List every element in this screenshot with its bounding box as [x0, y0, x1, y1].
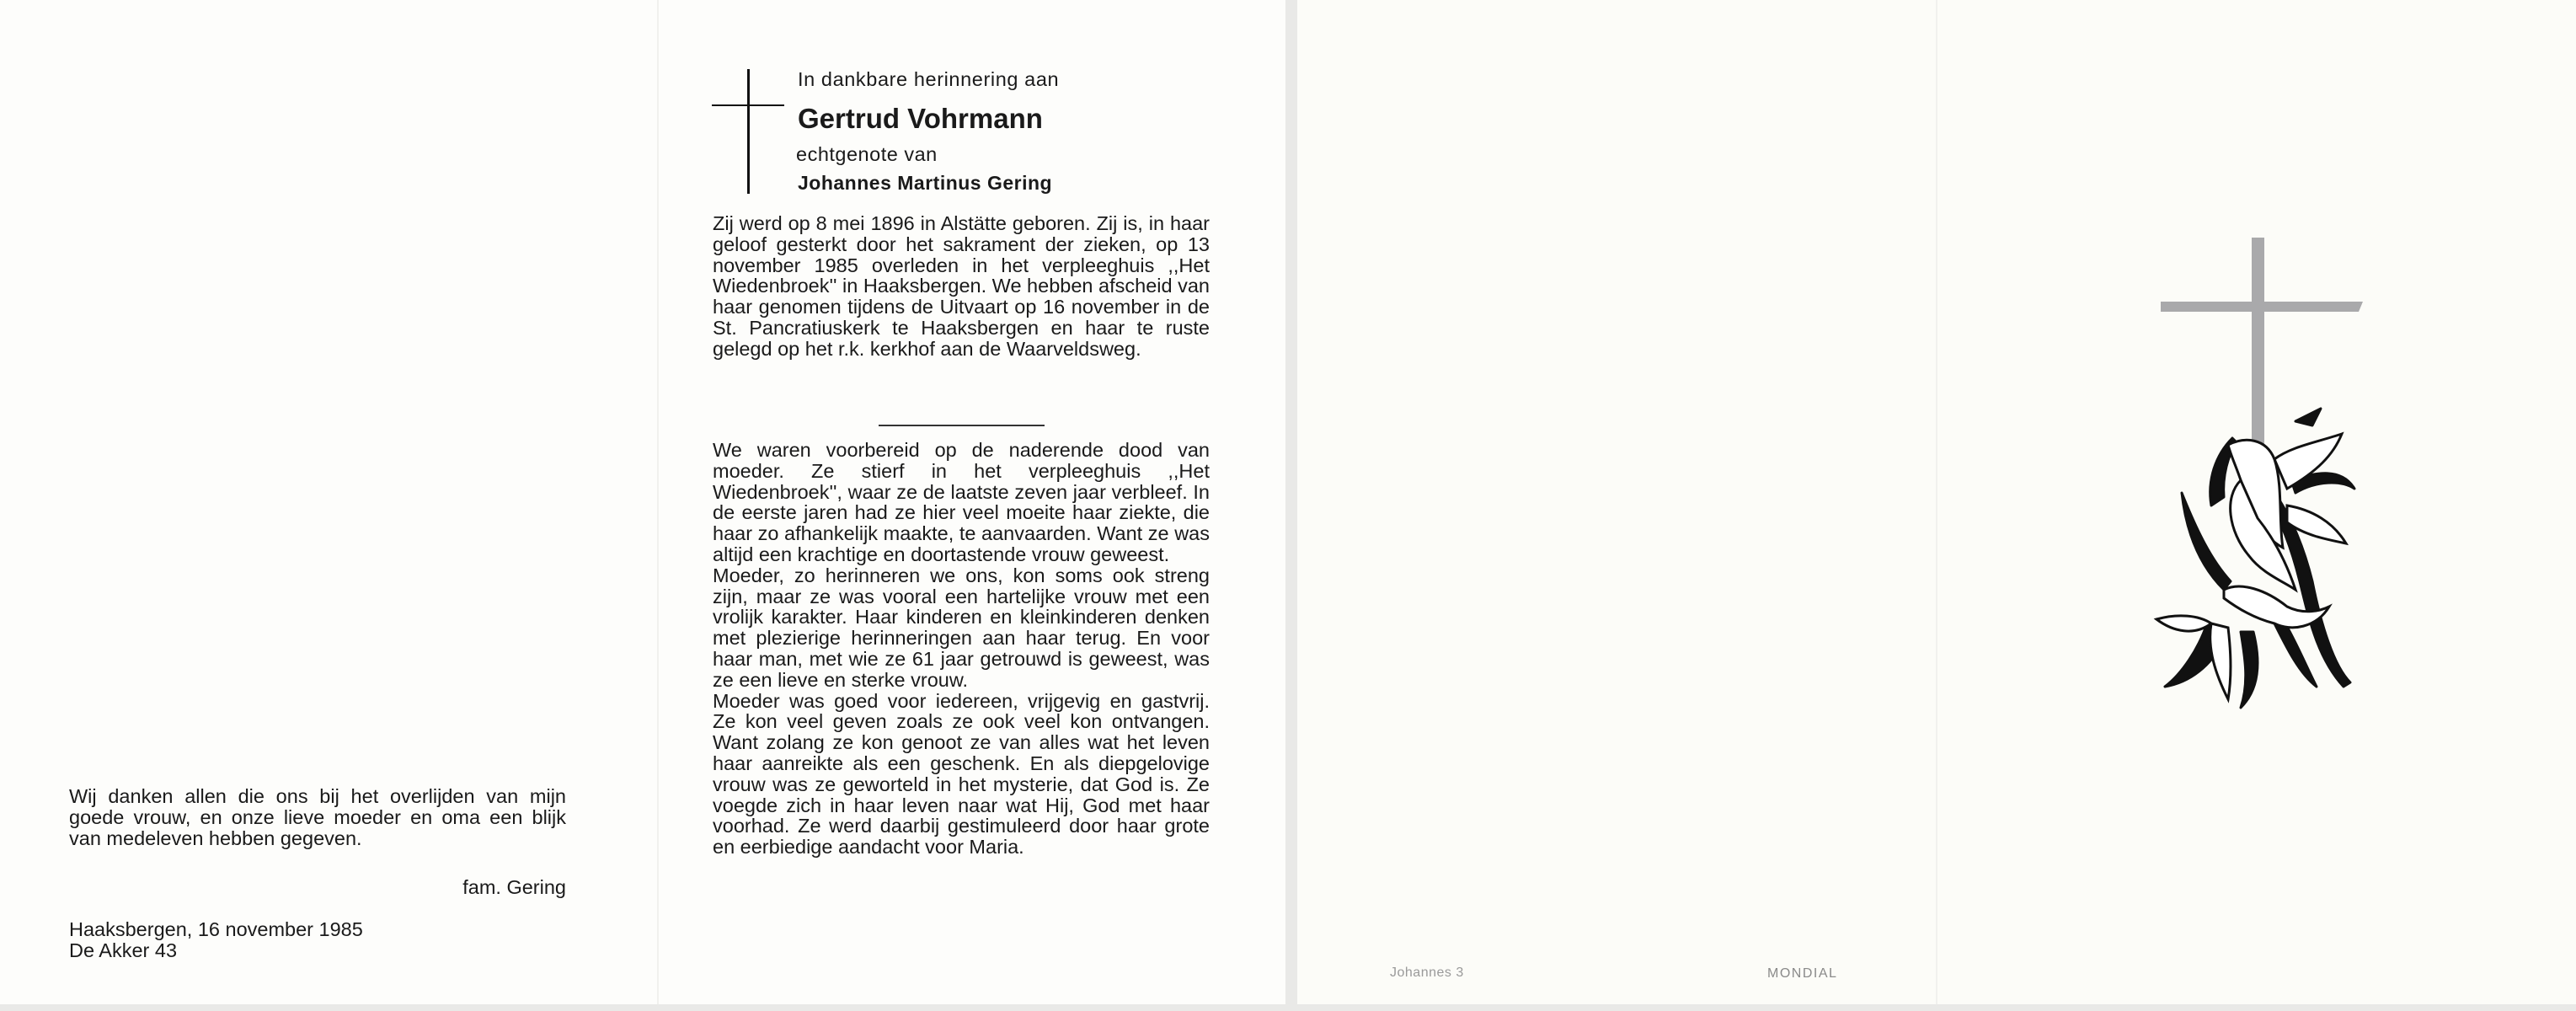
- place-date: Haaksbergen, 16 november 1985: [69, 918, 363, 940]
- paragraph-3: Moeder, zo herinneren we ons, kon soms ook streng zijn, maar ze was vooral een hartelijke vrouw met een vrolijk karakter. Haar kinderen en kleinkinderen denken met plezierige herinneringen aan haar terug. En voor haar man, met wie ze 61 jaar getrouwd is geweest, was ze een lieve en sterke vrouw.: [713, 564, 1210, 691]
- address: De Akker 43: [69, 939, 178, 961]
- spouse-name: Johannes Martinus Gering: [798, 172, 1053, 194]
- memorial-card-outside: [1297, 0, 2576, 1004]
- paragraph-2: We waren voorbereid op de naderende dood van moeder. Ze stierf in het verpleeghuis ,,Het Wiedenbroek'', waar ze de laatste zeven jaar verbleef. In de eerste jaren had ze hier veel moeite haar ziekte, die haar zo afhankelijk maakte, te aanvaarden. Want ze was altijd een krachtige en doortastende vrouw geweest.: [713, 439, 1210, 565]
- relation-text: echtgenote van: [796, 143, 938, 165]
- paragraph-4: Moeder was goed voor iedereen, vrijgevig en gastvrij. Ze kon veel geven zoals ze ook veel kon ontvangen. Want zolang ze kon genoot ze van alles wat het leven haar aanreikte als een geschenk. En als diepgelovige vrouw was ze geworteld in het mysterie, dat God is. Ze voegde zich in haar leven naar wat Hij, God met haar voorhad. Ze werd daarbij gestimuleerd door haar grote en eerbiedige aandacht voor Maria.: [713, 689, 1210, 859]
- deceased-name: Gertrud Vohrmann: [798, 103, 1043, 134]
- remembrance: [713, 440, 1210, 858]
- cross-icon: [712, 69, 784, 194]
- fold-line: [657, 0, 659, 1004]
- memorial-card-inside: [0, 0, 1285, 1004]
- publisher-mark: MONDIAL: [1767, 966, 1838, 981]
- cross-with-lily-icon: [2148, 227, 2401, 733]
- thanks-paragraph: Wij danken allen die ons bij het overlijden van mijn goede vrouw, en onze lieve moeder en oma een blijk van medeleven hebben gegeven.: [69, 785, 566, 849]
- intro-text: In dankbare herinnering aan: [798, 68, 1060, 90]
- verse-reference: Johannes 3: [1390, 966, 1464, 980]
- paragraph-birth-death: Zij werd op 8 mei 1896 in Alstätte geboren. Zij is, in haar geloof gesterkt door het sakrament der zieken, op 13 november 1985 overleden in het verpleeghuis ,,Het Wiedenbroek'' in Haaksbergen. We hebben afscheid van haar genomen tijdens de Uitvaart op 16 november in de St. Pancratiuskerk te Haaksbergen en haar te ruste gelegd op het r.k. kerkhof aan de Waarveldsweg.: [713, 212, 1210, 360]
- divider: [879, 425, 1045, 426]
- thanks-text: [69, 786, 566, 848]
- biography: [713, 213, 1210, 360]
- signature: fam. Gering: [462, 876, 566, 898]
- fold-line: [1936, 0, 1937, 1004]
